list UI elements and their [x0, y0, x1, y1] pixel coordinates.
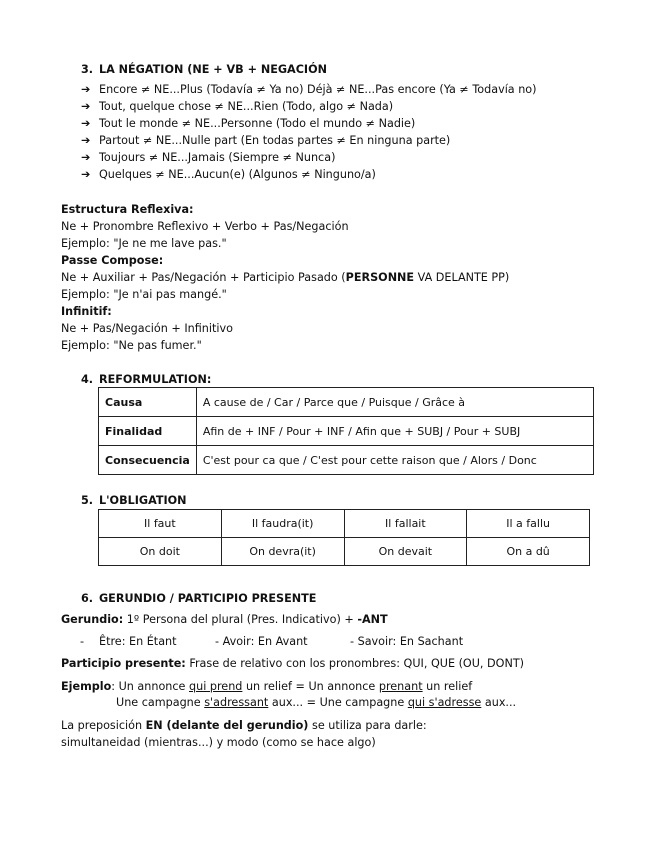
negation-item-text: Partout ≠ NE...Nulle part (En todas partes ≠ En ninguna parte) [99, 134, 451, 147]
section-title: LA NÉGATION (NE + VB + NEGACIÓN [99, 63, 327, 76]
irregular-dash: - [80, 635, 85, 648]
preposition-note-line-2: simultaneidad (mientras...) y modo (como se hace algo) [61, 736, 376, 749]
negation-item [81, 133, 450, 148]
irregular-savoir: - Savoir: En Sachant [350, 635, 464, 648]
example-underlined: qui prend [189, 680, 243, 693]
arrow-bullet-icon: ➔ [81, 134, 91, 147]
negation-item-text: Encore ≠ NE...Plus (Todavía ≠ Ya no) Déjà ≠ NE...Pas encore (Ya ≠ Todavía no) [99, 83, 537, 96]
example-text: : Un annonce [111, 680, 189, 693]
negation-item-text: Toujours ≠ NE...Jamais (Siempre ≠ Nunca) [99, 151, 336, 164]
example-line-2 [116, 695, 516, 710]
table-cell-key: Consecuencia [99, 446, 197, 475]
passe-example: Ejemplo: "Je n'ai pas mangé." [61, 288, 227, 301]
table-row [99, 510, 590, 538]
section-6-heading [81, 591, 316, 606]
gerundio-text: 1º Persona del plural (Pres. Indicativo) + [123, 613, 358, 626]
section-3-heading [81, 62, 327, 77]
example-underlined: s'adressant [204, 696, 269, 709]
negation-item [81, 82, 537, 97]
table-cell-value: A cause de / Car / Parce que / Puisque / Grâce à [196, 388, 593, 417]
table-cell: Il faudra(it) [221, 510, 344, 538]
table-cell: Il faut [99, 510, 222, 538]
table-cell: Il fallait [344, 510, 467, 538]
table-row [99, 417, 594, 446]
section-title: GERUNDIO / PARTICIPIO PRESENTE [99, 592, 317, 605]
irregular-etre: Être: En Étant [99, 635, 177, 648]
arrow-bullet-icon: ➔ [81, 168, 91, 181]
example-text: aux... = Une campagne [268, 696, 408, 709]
example-line-1 [61, 679, 472, 694]
passe-formula-text: VA DELANTE PP) [414, 271, 510, 284]
infinitif-example: Ejemplo: "Ne pas fumer." [61, 339, 202, 352]
irregular-avoir: - Avoir: En Avant [215, 635, 308, 648]
table-cell: On devra(it) [221, 538, 344, 566]
arrow-bullet-icon: ➔ [81, 117, 91, 130]
section-number: 6. [81, 592, 94, 605]
arrow-bullet-icon: ➔ [81, 100, 91, 113]
preposition-text: se utiliza para darle: [308, 719, 427, 732]
passe-formula [61, 270, 509, 285]
example-underlined: prenant [378, 680, 423, 693]
passe-formula-text: Ne + Auxiliar + Pas/Negación + Participio Pasado ( [61, 271, 346, 284]
arrow-bullet-icon: ➔ [81, 83, 91, 96]
section-title: L'OBLIGATION [99, 494, 187, 507]
example-label: Ejemplo [61, 680, 112, 693]
negation-item-text: Quelques ≠ NE...Aucun(e) (Algunos ≠ Ninguno/a) [99, 168, 376, 181]
table-cell-value: C'est pour ca que / C'est pour cette raison que / Alors / Donc [196, 446, 593, 475]
reformulation-table [98, 387, 594, 475]
table-row [99, 388, 594, 417]
preposition-bold: EN (delante del gerundio) [145, 719, 309, 732]
infinitif-formula: Ne + Pas/Negación + Infinitivo [61, 322, 233, 335]
gerundio-label: Gerundio: [61, 613, 124, 626]
passe-formula-bold: PERSONNE [345, 271, 415, 284]
table-cell: On doit [99, 538, 222, 566]
section-title: REFORMULATION: [99, 373, 212, 386]
example-text: un relief [422, 680, 473, 693]
reflexiva-formula: Ne + Pronombre Reflexivo + Verbo + Pas/Negación [61, 220, 349, 233]
preposition-note [61, 718, 427, 733]
table-row [99, 446, 594, 475]
participio-text: Frase de relativo con los pronombres: QUI, QUE (OU, DONT) [185, 657, 525, 670]
reflexiva-example: Ejemplo: "Je ne me lave pas." [61, 237, 227, 250]
passe-title: Passe Compose: [61, 254, 164, 267]
section-4-heading [81, 372, 211, 387]
section-number: 4. [81, 373, 94, 386]
negation-item [81, 116, 415, 131]
table-row [99, 538, 590, 566]
obligation-table [98, 509, 590, 566]
section-number: 5. [81, 494, 94, 507]
example-text: un relief = Un annonce [242, 680, 379, 693]
negation-item-text: Tout le monde ≠ NE...Personne (Todo el mundo ≠ Nadie) [99, 117, 416, 130]
arrow-bullet-icon: ➔ [81, 151, 91, 164]
negation-item-text: Tout, quelque chose ≠ NE...Rien (Todo, algo ≠ Nada) [99, 100, 394, 113]
table-cell-key: Finalidad [99, 417, 197, 446]
section-number: 3. [81, 63, 94, 76]
table-cell: On devait [344, 538, 467, 566]
reflexiva-title: Estructura Reflexiva: [61, 203, 194, 216]
table-cell-value: Afin de + INF / Pour + INF / Afin que + SUBJ / Pour + SUBJ [196, 417, 593, 446]
negation-item [81, 167, 376, 182]
table-cell-key: Causa [99, 388, 197, 417]
gerundio-suffix: -ANT [357, 613, 388, 626]
example-text: aux... [481, 696, 517, 709]
section-5-heading [81, 493, 187, 508]
example-text: Une campagne [116, 696, 205, 709]
preposition-text: La preposición [61, 719, 146, 732]
negation-item [81, 150, 335, 165]
example-underlined: qui s'adresse [407, 696, 482, 709]
participio-definition [61, 656, 524, 671]
infinitif-title: Infinitif: [61, 305, 112, 318]
participio-label: Participio presente: [61, 657, 186, 670]
gerundio-definition [61, 612, 388, 627]
negation-item [81, 99, 393, 114]
table-cell: On a dû [467, 538, 590, 566]
table-cell: Il a fallu [467, 510, 590, 538]
